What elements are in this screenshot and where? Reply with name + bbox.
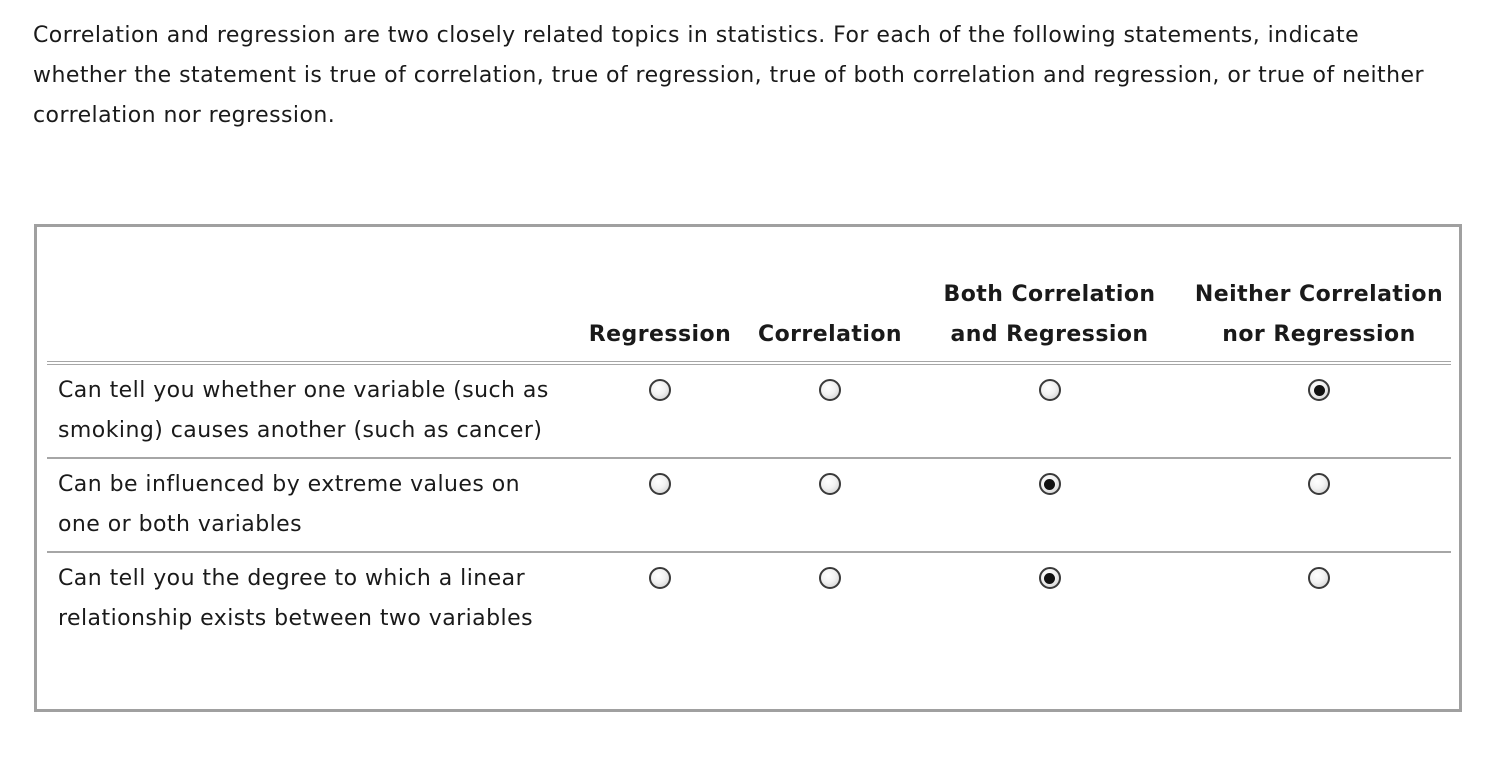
column-header-line2: Regression bbox=[588, 322, 732, 347]
column-header-regression bbox=[572, 275, 748, 363]
statement-row bbox=[47, 363, 1451, 458]
radio-regression[interactable] bbox=[649, 567, 671, 589]
radio-regression[interactable] bbox=[649, 379, 671, 401]
statement-row bbox=[47, 552, 1451, 645]
radio-correlation[interactable] bbox=[819, 379, 841, 401]
column-header-line2: nor Regression bbox=[1222, 322, 1416, 347]
statement-text: Can be influenced by extreme values on one or both variables bbox=[47, 458, 572, 552]
instructions-text: Correlation and regression are two closely related topics in statistics. For each of the following statements, indicate whether the statement is true of correlation, true of regression, true of both correlation and regression, or true of neither correlation nor regression. bbox=[33, 23, 1424, 128]
radio-neither[interactable] bbox=[1308, 379, 1330, 401]
column-header-neither bbox=[1187, 275, 1451, 363]
column-header-line1: Both Correlation bbox=[943, 282, 1156, 307]
matrix-table bbox=[47, 275, 1451, 645]
column-header-line2: and Regression bbox=[950, 322, 1149, 347]
column-header-line1: Neither Correlation bbox=[1194, 282, 1444, 307]
radio-neither[interactable] bbox=[1308, 567, 1330, 589]
radio-neither[interactable] bbox=[1308, 473, 1330, 495]
radio-both[interactable] bbox=[1039, 379, 1061, 401]
column-header-line2: Correlation bbox=[757, 322, 903, 347]
radio-regression[interactable] bbox=[649, 473, 671, 495]
column-header-both bbox=[912, 275, 1187, 363]
statement-text: Can tell you the degree to which a linear relationship exists between two variables bbox=[47, 552, 572, 645]
radio-correlation[interactable] bbox=[819, 473, 841, 495]
radio-correlation[interactable] bbox=[819, 567, 841, 589]
radio-both[interactable] bbox=[1039, 567, 1061, 589]
column-header-correlation bbox=[748, 275, 912, 363]
matrix-header-row bbox=[47, 275, 1451, 363]
statement-text: Can tell you whether one variable (such as smoking) causes another (such as cancer) bbox=[58, 378, 549, 443]
radio-both[interactable] bbox=[1039, 473, 1061, 495]
statement-row bbox=[47, 458, 1451, 552]
answer-matrix bbox=[34, 224, 1462, 712]
statement-column-header bbox=[47, 275, 572, 363]
